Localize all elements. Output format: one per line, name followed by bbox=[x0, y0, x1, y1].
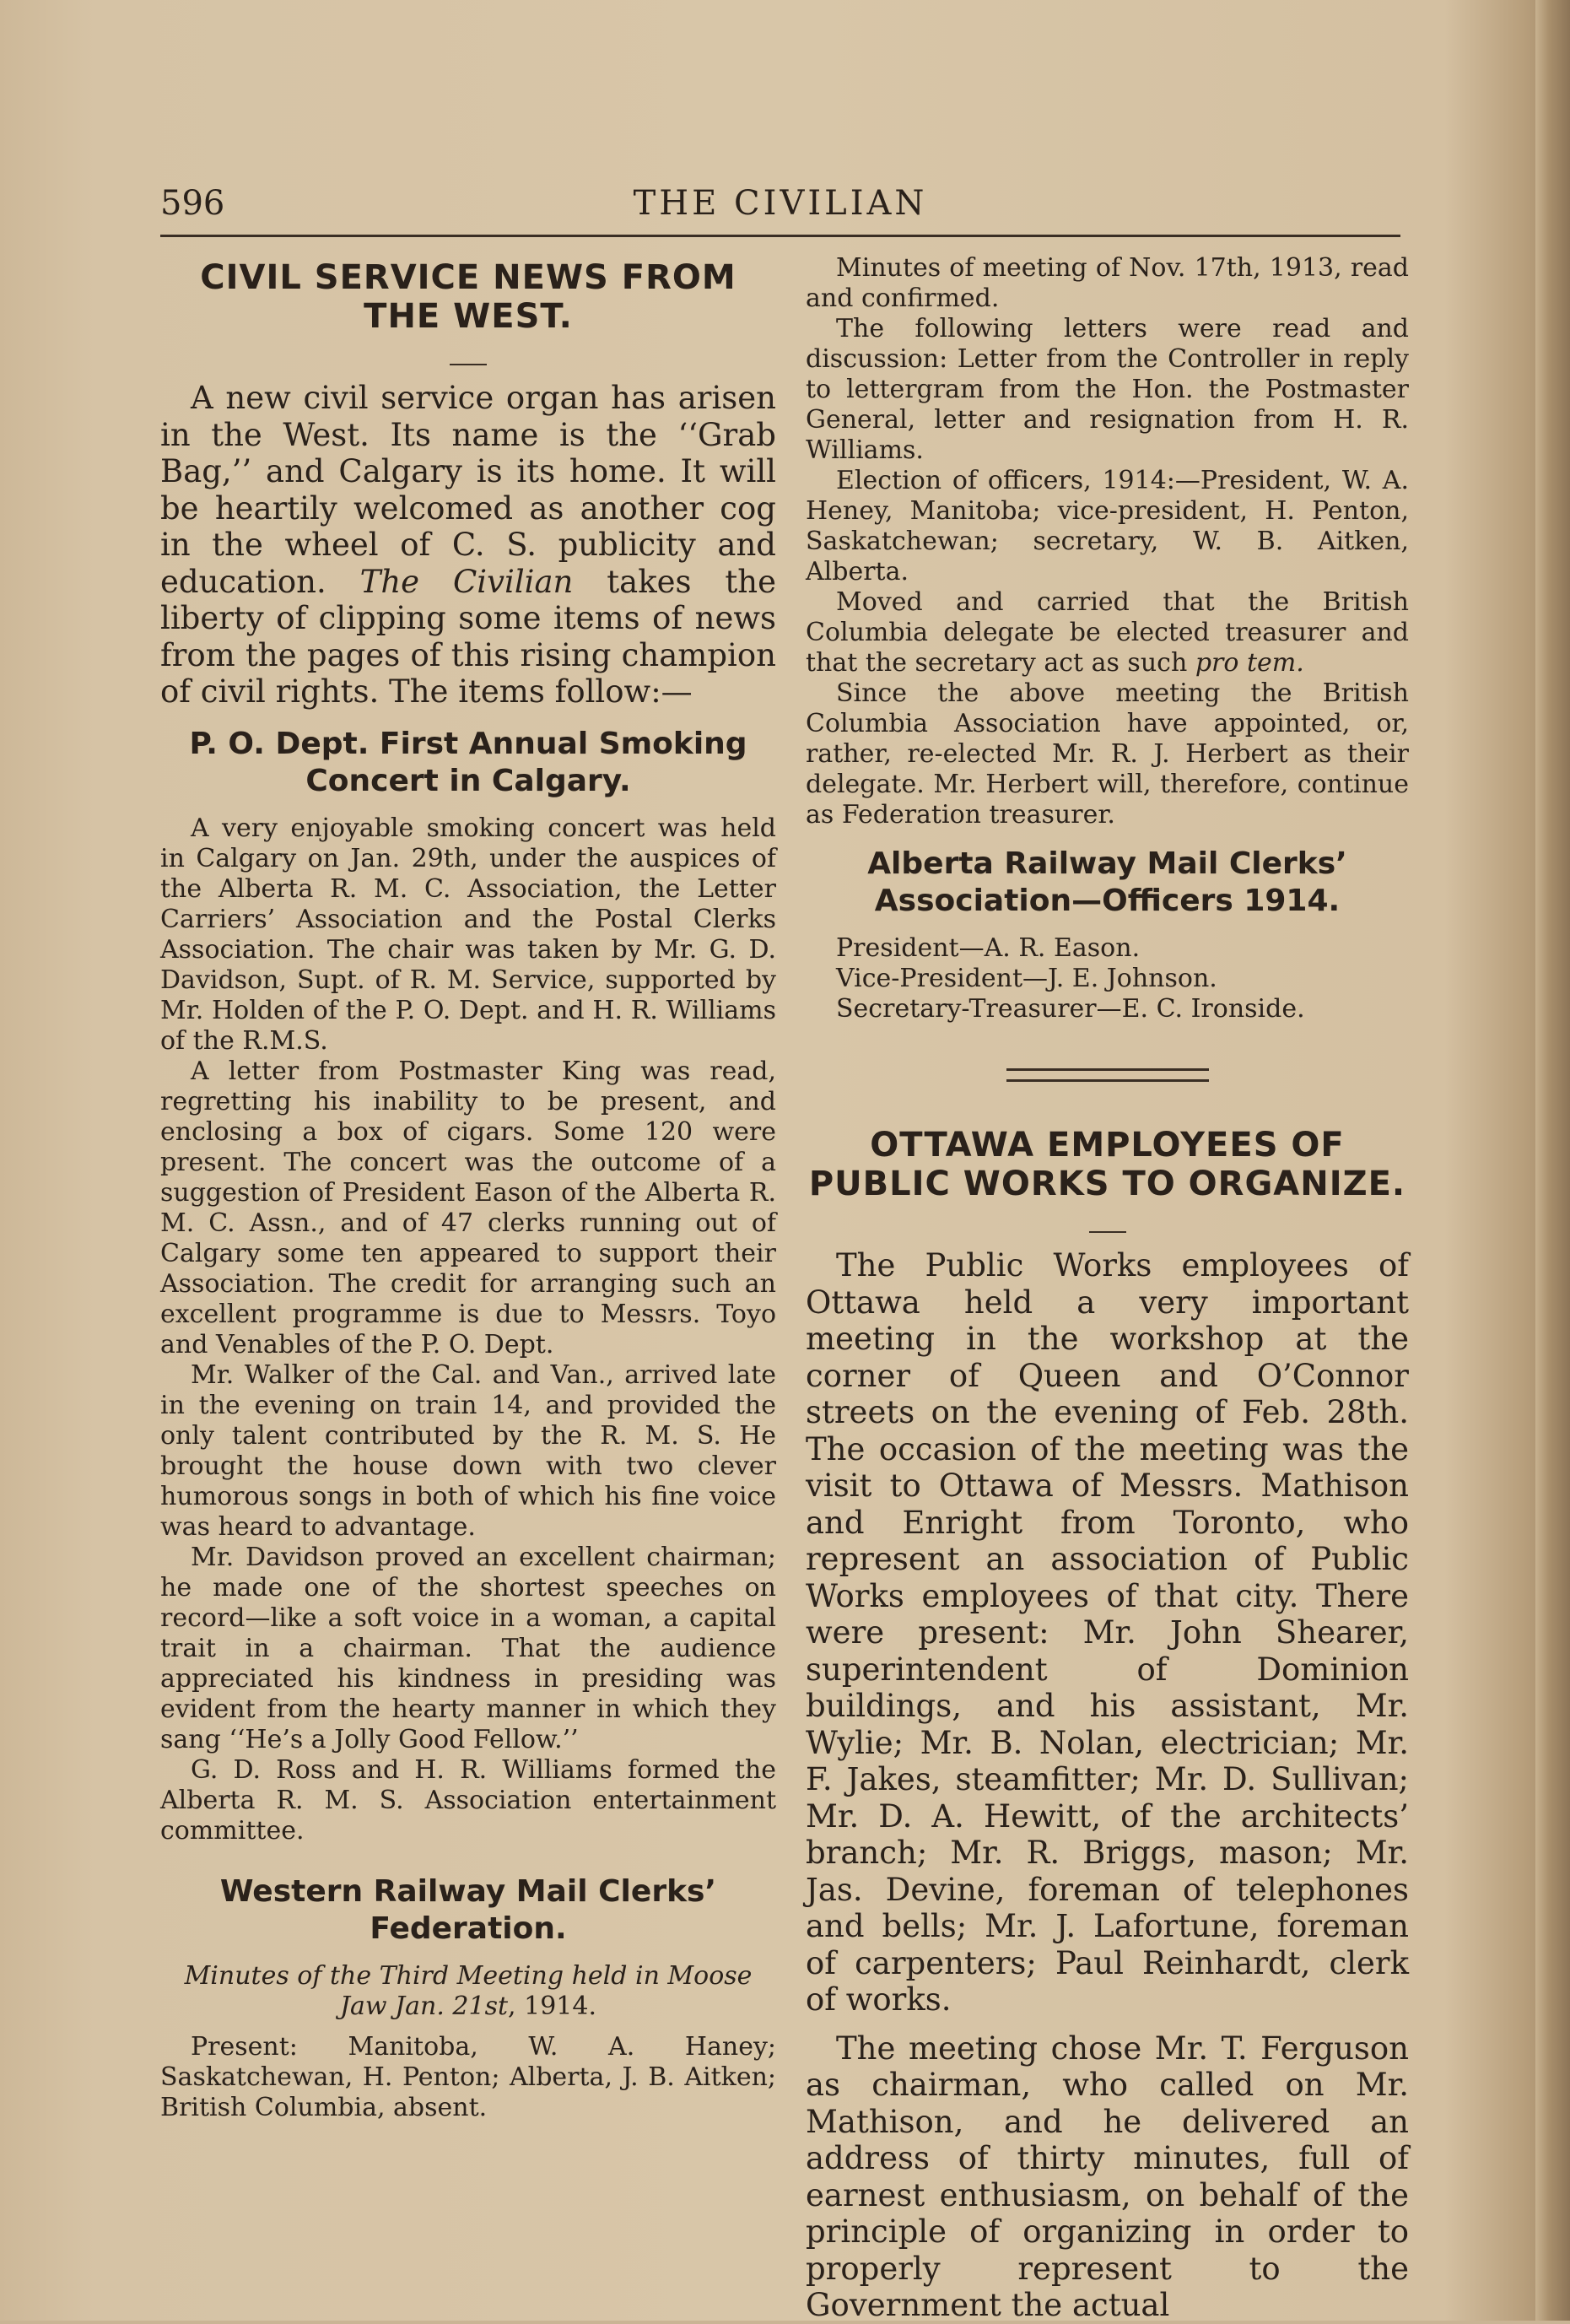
page-header bbox=[160, 184, 1400, 235]
section-divider bbox=[1006, 1068, 1209, 1082]
article-title-federation: Western Railway Mail Clerks’ Federation. bbox=[219, 1873, 717, 1946]
paragraph: The meeting chose Mr. T. Ferguson as chairman, who called on Mr. Mathison, and he delivered an address of thirty minutes, full of earnest enthusiasm, on behalf of the principle of organizing in order to properly represent to the Government the actual bbox=[806, 2029, 1409, 2323]
title-dash bbox=[806, 1210, 1409, 1240]
paragraph: The following letters were read and discussion: Letter from the Controller in reply to lettergram from the Hon. the Postmaster General, letter and resignation from H. R. Williams. bbox=[806, 314, 1409, 465]
article-title-ottawa-employees: OTTAWA EMPLOYEES OF PUBLIC WORKS TO ORGANIZE. bbox=[808, 1126, 1406, 1203]
paragraph: Moved and carried that the British Columbia delegate be elected treasurer and that the secretary act as such pro tem. bbox=[806, 587, 1409, 678]
paragraph: Election of officers, 1914:—President, W. A. Heney, Manitoba; vice-president, H. Penton, Saskatchewan; secretary, W. B. Aitken, Alberta. bbox=[806, 466, 1409, 586]
article-title-civil-service-news: CIVIL SERVICE NEWS FROM THE WEST. bbox=[200, 258, 736, 336]
article-intro: A new civil service organ has arisen in the West. Its name is the ‘‘Grab Bag,’’ and Calgary is its home. It will be heartily welcomed as another cog in the wheel of C. S. publicity and education. The Civilian takes the liberty of clipping some items of news from the pages of this rising champion of civil rights. The items follow:— bbox=[160, 380, 776, 710]
paragraph: A very enjoyable smoking concert was held in Calgary on Jan. 29th, under the auspices of the Alberta R. M. C. Association, the Letter Carriers’ Association and the Postal Clerks Association. The chair was taken by Mr. G. D. Davidson, Supt. of R. M. Service, supported by Mr. Holden of the P. O. Dept. and H. R. Williams of the R.M.S. bbox=[160, 813, 776, 1056]
minutes-subtitle: Minutes of the Third Meeting held in Moose Jaw Jan. 21st, 1914. bbox=[184, 1960, 753, 2021]
header-rule bbox=[160, 235, 1400, 237]
title-dash bbox=[160, 343, 776, 373]
officer-line: Secretary-Treasurer—E. C. Ironside. bbox=[836, 994, 1305, 1024]
paragraph: A letter from Postmaster King was read, regretting his inability to be present, and enclosing a box of cigars. Some 120 were present. The concert was the outcome of a suggestion of President Eason of the Alberta R. M. C. Assn., and of 47 clerks running out of Calgary some ten appeared to support their Association. The credit for arranging such an excellent programme is due to Messrs. Toyo and Venables of the P. O. Dept. bbox=[160, 1056, 776, 1359]
paragraph: Minutes of meeting of Nov. 17th, 1913, read and confirmed. bbox=[806, 253, 1409, 313]
present-paragraph: Present: Manitoba, W. A. Haney; Saskatchewan, H. Penton; Alberta, J. B. Aitken; British Columbia, absent. bbox=[160, 2031, 776, 2122]
left-column bbox=[160, 253, 776, 2123]
page-edge-shadow bbox=[1535, 0, 1570, 2321]
article-title-smoking-concert: P. O. Dept. First Annual Smoking Concert in Calgary. bbox=[189, 726, 747, 798]
officer-line: President—A. R. Eason. bbox=[836, 933, 1141, 963]
running-title: THE CIVILIAN bbox=[633, 184, 928, 223]
page-number: 596 bbox=[160, 184, 225, 223]
paragraph: Mr. Walker of the Cal. and Van., arrived late in the evening on train 14, and provided the only talent contributed by the R. M. S. He brought the house down with two clever humorous songs in both of which his fine voice was heard to advantage. bbox=[160, 1359, 776, 1542]
right-column bbox=[806, 253, 1409, 2324]
paragraph: Since the above meeting the British Columbia Association have appointed, or, rather, re-elected Mr. R. J. Herbert as their delegate. Mr. Herbert will, therefore, continue as Federation treasurer. bbox=[806, 678, 1409, 830]
officer-line: Vice-President—J. E. Johnson. bbox=[836, 964, 1217, 993]
article-title-alberta-officers: Alberta Railway Mail Clerks’ Association—Officers 1914. bbox=[867, 846, 1347, 918]
paragraph: G. D. Ross and H. R. Williams formed the Alberta R. M. S. Association entertainment committee. bbox=[160, 1754, 776, 1846]
paragraph: Mr. Davidson proved an excellent chairman; he made one of the shortest speeches on record—like a soft voice in a woman, a capital trait in a chairman. That the audience appreciated his kindness in presiding was evident from the hearty manner in which they sang ‘‘He’s a Jolly Good Fellow.’’ bbox=[160, 1542, 776, 1754]
paragraph: The Public Works employees of Ottawa held a very important meeting in the workshop at the corner of Queen and O’Connor streets on the evening of Feb. 28th. The occasion of the meeting was the visit to Ottawa of Messrs. Mathison and Enright from Toronto, who represent an association of Public Works employees of that city. There were present: Mr. John Shearer, superintendent of Dominion buildings, and his assistant, Mr. Wylie; Mr. B. Nolan, electrician; Mr. F. Jakes, steamfitter; Mr. D. Sullivan; Mr. D. A. Hewitt, of the architects’ branch; Mr. R. Briggs, mason; Mr. Jas. Devine, foreman of telephones and bells; Mr. J. Lafortune, foreman of carpenters; Paul Reinhardt, clerk of works. bbox=[806, 1247, 1409, 2018]
